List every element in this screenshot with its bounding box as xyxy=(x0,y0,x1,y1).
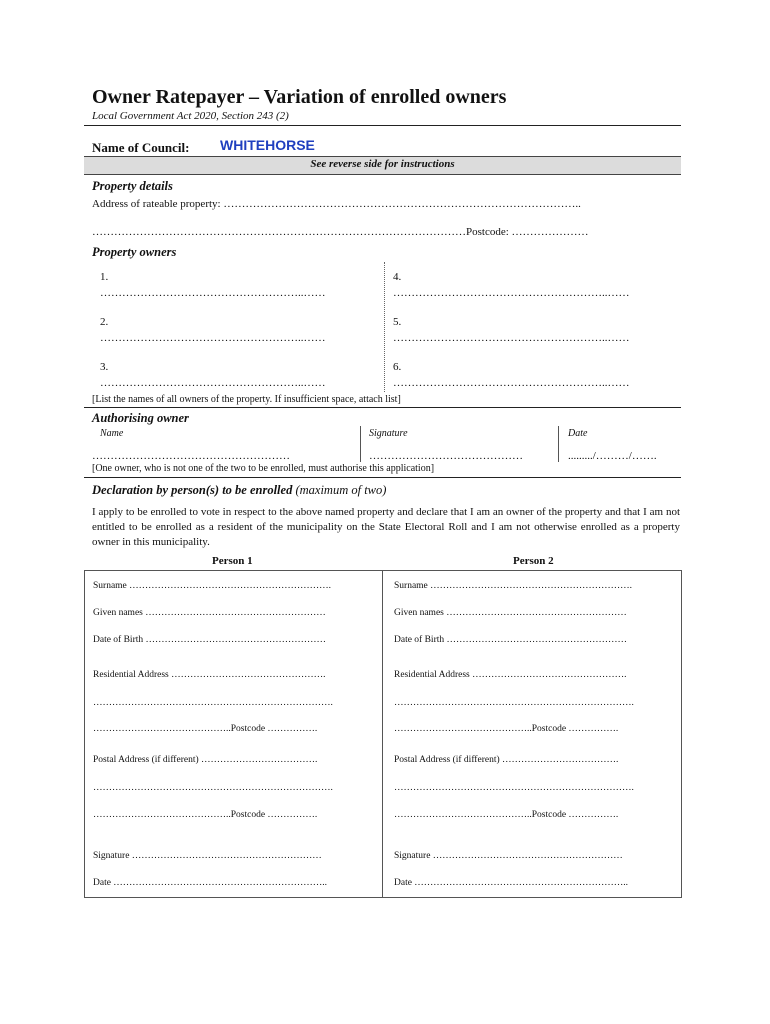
owner-4-number: 4. xyxy=(393,271,402,283)
owner-2-number: 2. xyxy=(100,316,109,328)
owner-5-field[interactable]: …………………………………………………..…… xyxy=(393,332,630,344)
p2-signature-field[interactable]: Signature …………………………………………………… xyxy=(394,851,623,861)
person-2-heading: Person 2 xyxy=(513,555,554,567)
council-label: Name of Council: xyxy=(92,140,190,155)
p2-surname-field[interactable]: Surname ………………………………………………………. xyxy=(394,581,633,591)
authorising-owner-heading: Authorising owner xyxy=(92,411,189,425)
owner-5-number: 5. xyxy=(393,316,402,328)
owners-column-divider xyxy=(384,262,385,392)
authorising-date-field[interactable]: ........./………/……. xyxy=(568,450,657,462)
declaration-heading: Declaration by person(s) to be enrolled xyxy=(92,483,293,497)
property-postcode-field[interactable]: …………………………………………………………………………………………Postcode: ………………… xyxy=(92,226,589,238)
p1-date-field[interactable]: Date ………………………………………………………….. xyxy=(93,878,328,888)
p2-postal-address-cont[interactable]: …………………………………………………………………. xyxy=(394,783,634,793)
owners-note: [List the names of all owners of the property. If insufficient space, attach list] xyxy=(92,394,401,405)
p2-postal-postcode-field[interactable]: ……………………………………..Postcode ……………. xyxy=(394,810,619,820)
authorising-date-label: Date xyxy=(568,428,588,439)
form-subtitle: Local Government Act 2020, Section 243 (2) xyxy=(92,110,289,122)
property-address-field[interactable]: Address of rateable property: …………………………………………………………………………………….. xyxy=(92,198,581,210)
p1-residential-postcode-field[interactable]: ……………………………………..Postcode ……………. xyxy=(93,724,318,734)
person-1-heading: Person 1 xyxy=(212,555,253,567)
authorising-name-field[interactable]: ……………………………………………… xyxy=(92,450,290,462)
declaration-heading-row xyxy=(92,483,386,498)
p1-residential-address-cont[interactable]: …………………………………………………………………. xyxy=(93,698,333,708)
p1-postal-address-cont[interactable]: …………………………………………………………………. xyxy=(93,783,333,793)
owners-divider xyxy=(84,407,681,408)
authorising-divider-1 xyxy=(360,426,361,462)
instructions-band xyxy=(84,156,681,175)
p1-postal-postcode-field[interactable]: ……………………………………..Postcode ……………. xyxy=(93,810,318,820)
p2-dob-field[interactable]: Date of Birth ………………………………………………… xyxy=(394,635,628,645)
authorising-name-label: Name xyxy=(100,428,124,439)
form-title: Owner Ratepayer – Variation of enrolled owners xyxy=(92,86,507,108)
owner-3-field[interactable]: ………………………………………………..…… xyxy=(100,377,326,389)
instructions-band-text: See reverse side for instructions xyxy=(310,158,455,170)
authorising-divider xyxy=(84,477,681,478)
authorising-note: [One owner, who is not one of the two to be enrolled, must authorise this application] xyxy=(92,463,435,474)
owner-1-field[interactable]: ………………………………………………..…… xyxy=(100,287,326,299)
council-value[interactable]: WHITEHORSE xyxy=(220,137,315,153)
p1-postal-address-field[interactable]: Postal Address (if different) ………………………………. xyxy=(93,755,318,765)
p1-given-names-field[interactable]: Given names ………………………………………………… xyxy=(93,608,326,618)
authorising-divider-2 xyxy=(558,426,559,462)
p2-postal-address-field[interactable]: Postal Address (if different) ………………………………. xyxy=(394,755,619,765)
owner-6-number: 6. xyxy=(393,361,402,373)
declaration-heading-note: (maximum of two) xyxy=(295,483,387,497)
authorising-signature-label: Signature xyxy=(369,428,408,439)
p1-dob-field[interactable]: Date of Birth ………………………………………………… xyxy=(93,635,327,645)
p2-date-field[interactable]: Date ………………………………………………………….. xyxy=(394,878,629,888)
declaration-text: I apply to be enrolled to vote in respect to the above named property and declare that I am an owner of the property and that I am not entitled to be enrolled as a resident of the municipality on the State Electoral Roll and I am not otherwise enrolled as a property owner in this municipality. xyxy=(92,506,680,548)
p1-surname-field[interactable]: Surname ………………………………………………………. xyxy=(93,581,332,591)
owner-2-field[interactable]: ………………………………………………..…… xyxy=(100,332,326,344)
owner-1-number: 1. xyxy=(100,271,109,283)
authorising-signature-field[interactable]: …………………………………… xyxy=(369,450,523,462)
header-divider xyxy=(84,125,681,126)
owner-4-field[interactable]: …………………………………………………..…… xyxy=(393,287,630,299)
p2-residential-address-cont[interactable]: …………………………………………………………………. xyxy=(394,698,634,708)
p2-residential-address-field[interactable]: Residential Address …………………………………………. xyxy=(394,670,627,680)
property-owners-heading: Property owners xyxy=(92,245,177,259)
p2-residential-postcode-field[interactable]: ……………………………………..Postcode ……………. xyxy=(394,724,619,734)
p2-given-names-field[interactable]: Given names ………………………………………………… xyxy=(394,608,627,618)
owner-6-field[interactable]: …………………………………………………..…… xyxy=(393,377,630,389)
persons-column-divider xyxy=(382,570,383,897)
property-details-heading: Property details xyxy=(92,179,173,193)
p1-signature-field[interactable]: Signature …………………………………………………… xyxy=(93,851,322,861)
owner-3-number: 3. xyxy=(100,361,109,373)
p1-residential-address-field[interactable]: Residential Address …………………………………………. xyxy=(93,670,326,680)
persons-table xyxy=(84,570,682,898)
